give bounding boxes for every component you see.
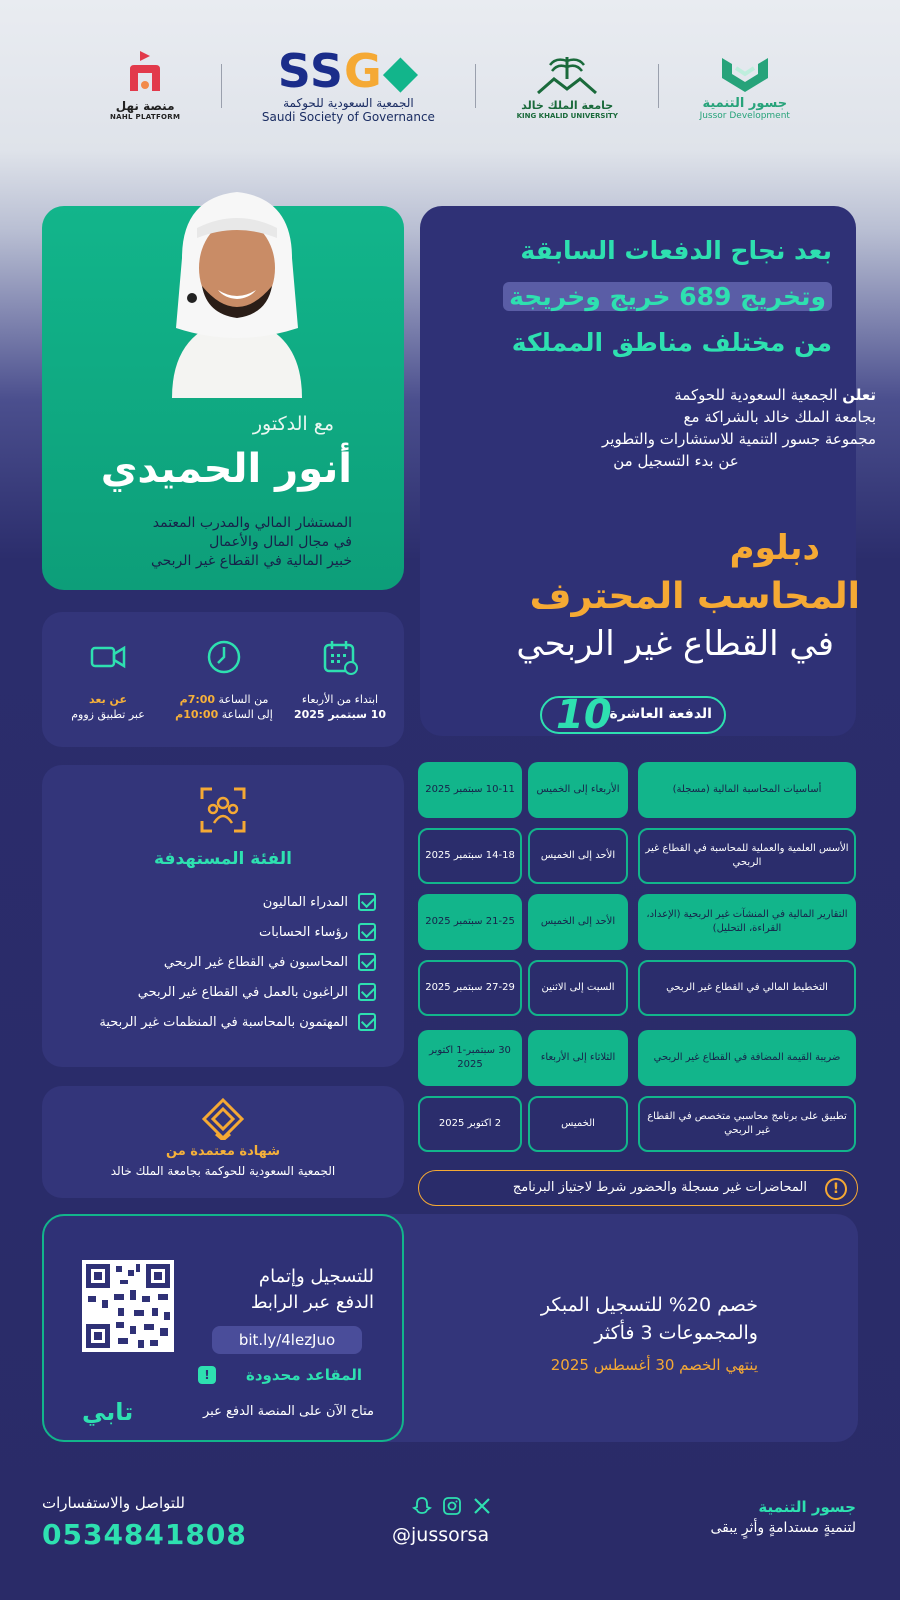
curriculum-row (418, 960, 858, 1016)
check-icon (358, 893, 376, 911)
announcement-line: مجموعة جسور التنمية للاستشارات والتطوير (602, 430, 876, 448)
speaker-title-line: خبير المالية في القطاع غير الربحي (150, 553, 352, 569)
target-item (66, 947, 376, 977)
announcement-verb: تعلن (842, 386, 876, 404)
schedule-time-to: 10:00م (175, 708, 219, 721)
schedule-time-from: 7:00م (179, 693, 216, 706)
curriculum-days: السبت إلى الاثنين (528, 960, 628, 1016)
footer-brand: جسور التنمية (758, 1498, 856, 1516)
target-item (66, 1007, 376, 1037)
curriculum-topic: الأسس العلمية والعملية للمحاسبة في القطاع غير الربحي (638, 828, 856, 884)
certificate-issuer: الجمعية السعودية للحوكمة بجامعة الملك خالد (110, 1164, 336, 1178)
speaker-titles (151, 514, 352, 571)
check-icon (358, 953, 376, 971)
video-camera-icon (89, 638, 127, 676)
batch-number: 10 (556, 692, 612, 738)
snapchat-icon[interactable] (412, 1496, 432, 1516)
nahl-logo-icon (124, 51, 166, 97)
registration-card (42, 1214, 404, 1442)
nahl-logo-en: NAHL PLATFORM (110, 113, 181, 121)
target-item (66, 917, 376, 947)
target-item-label: الراغبون بالعمل في القطاع غير الربحي (137, 984, 348, 1000)
registration-title-line: الدفع عبر الرابط (250, 1292, 374, 1313)
curriculum-row (418, 762, 858, 818)
target-audience-card (42, 765, 404, 1067)
curriculum-days: الأحد إلى الخميس (528, 828, 628, 884)
kku-logo-ar: جامعة الملك خالد (521, 98, 614, 112)
attendance-notice-text: المحاضرات غير مسجلة والحضور شرط لاجتياز البرنامج (512, 1180, 807, 1195)
diploma-title-1: دبلوم (729, 528, 820, 568)
target-list (66, 887, 376, 1037)
curriculum-topic: أساسيات المحاسبة المالية (مسجلة) (638, 762, 856, 818)
instagram-icon[interactable] (442, 1496, 462, 1516)
discount-line-2: والمجموعات 3 فأكثر (594, 1322, 758, 1344)
social-handle[interactable]: @jussorsa (392, 1524, 490, 1546)
target-item (66, 887, 376, 917)
jussor-logo-ar: جسور التنمية (702, 95, 788, 111)
target-item-label: المحاسبون في القطاع غير الربحي (163, 954, 348, 970)
announcement-line: الجمعية السعودية للحوكمة (674, 386, 843, 404)
schedule-mode (58, 638, 158, 722)
kku-logo-icon (532, 53, 602, 99)
schedule-card (42, 612, 404, 747)
speaker-name: أنور الحميدي (100, 446, 352, 492)
schedule-date (290, 638, 390, 722)
check-icon (358, 983, 376, 1001)
target-item-label: المدراء الماليون (262, 894, 348, 910)
contact-phone[interactable]: 0534841808 (42, 1518, 247, 1551)
registration-title (184, 1264, 374, 1316)
clock-icon (205, 638, 243, 676)
curriculum-days: الخميس (528, 1096, 628, 1152)
headline-line-3: من مختلف مناطق المملكة (511, 328, 832, 357)
speaker-prefix: مع الدكتور (252, 413, 334, 435)
speaker-title-line: في مجال المال والأعمال (209, 534, 352, 550)
ssg-logo (261, 44, 435, 124)
curriculum-topic: تطبيق على برنامج محاسبي متخصص في القطاع غير الربحي (638, 1096, 856, 1152)
target-title: الفئة المستهدفة (154, 849, 292, 869)
target-item-label: رؤساء الحسابات (259, 924, 348, 940)
jussor-logo-icon (718, 52, 772, 96)
partner-logos (110, 36, 790, 136)
registration-title-line: للتسجيل وإتمام (258, 1266, 374, 1287)
schedule-mode-sub: عبر تطبيق زووم (71, 708, 145, 721)
schedule-start-label: ابتداء من الأربعاء (301, 693, 379, 706)
attendance-notice (418, 1170, 858, 1206)
curriculum-row (418, 1096, 858, 1152)
registration-section (42, 1214, 858, 1442)
curriculum-row (418, 894, 858, 950)
announcement-line: عن بدء التسجيل من (613, 452, 739, 470)
curriculum-days: الثلاثاء إلى الأربعاء (528, 1030, 628, 1086)
kku-logo-en: KING KHALID UNIVERSITY (516, 111, 618, 120)
curriculum-row (418, 828, 858, 884)
curriculum-topic: ضريبة القيمة المضافة في القطاع غير الربحي (638, 1030, 856, 1086)
footer-tagline: لتنميةٍ مستدامةٍ وأثرٍ يبقى (710, 1520, 856, 1536)
curriculum-topic: التقارير المالية في المنشآت غير الربحية (الإعداد، القراءة، التحليل) (638, 894, 856, 950)
check-icon (358, 1013, 376, 1031)
target-item-label: المهتمون بالمحاسبة في المنظمات غير الربحية (99, 1014, 348, 1030)
alert-icon: ! (198, 1366, 216, 1384)
curriculum-row (418, 1030, 858, 1086)
batch-badge (540, 692, 726, 738)
registration-link[interactable]: bit.ly/4lezJuo (212, 1326, 362, 1354)
target-item (66, 977, 376, 1007)
ssg-logo-mark: SSG◆ (277, 44, 420, 98)
ssg-logo-ar: الجمعية السعودية للحوكمة (283, 96, 414, 110)
check-icon (358, 923, 376, 941)
curriculum-date: 27-29 سبتمبر 2025 (418, 960, 522, 1016)
schedule-start-date: 10 سبتمبر 2025 (293, 708, 387, 721)
certificate-icon (202, 1098, 244, 1140)
schedule-time (174, 638, 274, 722)
diploma-title-2: المحاسب المحترف (529, 576, 860, 617)
logo-divider (475, 64, 476, 108)
schedule-mode-label: عن بعد (89, 693, 127, 706)
schedule-time-to-label: إلى الساعة (218, 708, 273, 721)
batch-label: الدفعة العاشرة (609, 706, 712, 722)
announcement-line: بجامعة الملك خالد بالشراكة مع (683, 408, 876, 426)
curriculum-date: 30 سبتمبر-1 اكتوبر 2025 (418, 1030, 522, 1086)
curriculum-topic: التخطيط المالي في القطاع غير الربحي (638, 960, 856, 1016)
curriculum-date: 21-25 سبتمبر 2025 (418, 894, 522, 950)
ssg-logo-en: Saudi Society of Governance (261, 110, 435, 124)
social-icons (412, 1496, 492, 1516)
speaker-photo (152, 178, 322, 398)
tabby-logo: تابي (82, 1398, 134, 1426)
curriculum-days: الأحد إلى الخميس (528, 894, 628, 950)
headline-line-2: وتخريج 689 خريج وخريجة (503, 282, 832, 311)
contact-label: للتواصل والاستفسارات (42, 1494, 185, 1512)
curriculum-date: 14-18 سبتمبر 2025 (418, 828, 522, 884)
announcement-body (476, 384, 876, 472)
kku-logo (517, 53, 618, 120)
curriculum-date: 10-11 سبتمبر 2025 (418, 762, 522, 818)
diploma-title-3: في القطاع غير الربحي (516, 624, 834, 664)
certificate-card (42, 1086, 404, 1198)
logo-divider (221, 64, 222, 108)
headline-line-1: بعد نجاح الدفعات السابقة (520, 236, 832, 265)
speaker-card (42, 206, 404, 590)
limited-seats: المقاعد محدودة (245, 1366, 362, 1384)
calendar-icon (321, 638, 359, 676)
curriculum-days: الأربعاء إلى الخميس (528, 762, 628, 818)
jussor-logo (700, 52, 790, 121)
discount-deadline: ينتهي الخصم 30 أغسطس 2025 (550, 1356, 758, 1374)
schedule-time-from-label: من الساعة (215, 693, 269, 706)
warning-icon: ! (825, 1178, 847, 1200)
nahl-logo-ar: منصة نهل (115, 99, 175, 113)
curriculum-date: 2 اكتوبر 2025 (418, 1096, 522, 1152)
discount-line-1: خصم 20% للتسجيل المبكر (540, 1294, 758, 1316)
speaker-title-line: المستشار المالي والمدرب المعتمد (152, 515, 352, 531)
logo-divider (658, 64, 659, 108)
nahl-logo (110, 51, 180, 121)
certificate-title: شهادة معتمدة من (166, 1144, 280, 1159)
jussor-logo-en: Jussor Development (699, 110, 790, 121)
audience-icon (200, 787, 246, 833)
qr-code[interactable] (82, 1260, 174, 1352)
payment-note: متاح الآن على المنصة الدفع عبر (202, 1404, 374, 1419)
x-icon[interactable] (472, 1496, 492, 1516)
